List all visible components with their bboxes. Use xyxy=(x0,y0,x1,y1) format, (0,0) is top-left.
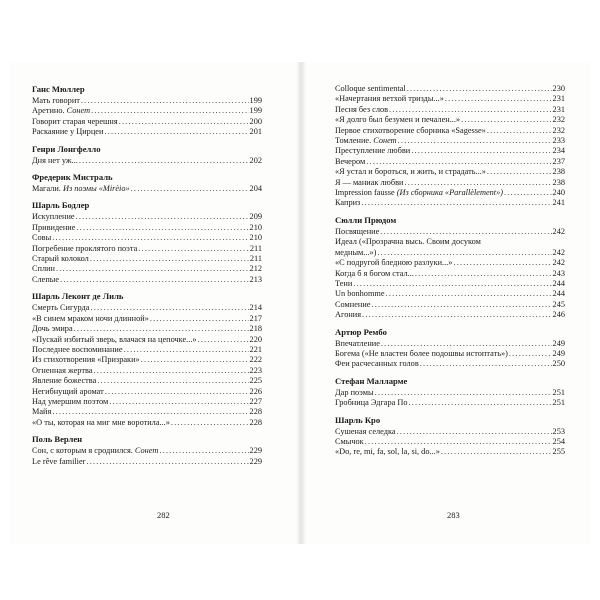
entry-page-number: 244 xyxy=(552,278,565,288)
leader-dots xyxy=(56,264,249,274)
toc-entry xyxy=(32,212,262,222)
book-gutter xyxy=(296,62,306,544)
entry-page-number: 242 xyxy=(552,247,565,257)
leader-dots xyxy=(381,339,552,349)
toc-entry xyxy=(32,156,262,166)
entry-page-number: 250 xyxy=(552,359,565,369)
entry-page-number: 243 xyxy=(552,268,565,278)
entry-title-text: Огненная жертва xyxy=(32,365,93,375)
entry-title xyxy=(32,254,89,264)
entry-page-number: 210 xyxy=(249,222,262,232)
author-heading: Сюлли Прюдом xyxy=(335,214,397,225)
entry-title xyxy=(32,223,75,233)
entry-title xyxy=(335,84,406,94)
leader-dots xyxy=(397,427,552,437)
author-heading: Стефан Малларме xyxy=(335,375,408,386)
entry-page-number: 227 xyxy=(249,396,262,406)
entry-title xyxy=(32,335,197,345)
toc-entry xyxy=(335,105,565,115)
leader-dots xyxy=(60,275,248,285)
author-heading: Генри Лонгфелло xyxy=(32,143,101,154)
entry-page-number: 202 xyxy=(249,155,262,165)
entry-page-number: 255 xyxy=(552,447,565,457)
entry-page-number: 218 xyxy=(249,324,262,334)
leader-dots xyxy=(375,388,552,398)
entry-page-number: 211 xyxy=(249,243,262,253)
entry-title: Идеал («Прозрачна высь. Своим досуком xyxy=(335,237,481,247)
entry-title xyxy=(335,157,365,167)
leader-dots xyxy=(380,227,551,237)
leader-dots xyxy=(52,407,248,417)
entry-title xyxy=(32,264,55,274)
entry-title-text: «Я долго был безумен и печален...» xyxy=(335,115,461,125)
leader-dots xyxy=(362,310,552,320)
entry-title xyxy=(335,146,410,156)
entry-title-text: Сон, с которым я сроднился. xyxy=(32,446,135,456)
author-heading: Артюр Рембо xyxy=(335,326,387,337)
leader-dots xyxy=(415,269,552,279)
entry-title-text: Над умершим поэтом xyxy=(32,396,109,406)
entry-title-text: Дар поэмы xyxy=(335,387,374,397)
entry-page-number: 199 xyxy=(249,96,262,105)
leader-dots xyxy=(79,156,249,166)
toc-entry xyxy=(32,127,262,137)
entry-title xyxy=(335,188,503,198)
entry-page-number: 221 xyxy=(249,344,262,354)
toc-entry xyxy=(335,237,565,247)
leader-dots xyxy=(445,94,552,104)
entry-title-text: Погребение проклятого поэта xyxy=(32,243,138,253)
entry-title xyxy=(335,126,486,136)
toc-entry xyxy=(32,324,262,334)
leader-dots xyxy=(90,303,248,313)
entry-page-number: 213 xyxy=(249,274,262,284)
entry-title xyxy=(335,398,408,408)
toc-entry xyxy=(32,184,262,194)
toc-entry xyxy=(335,359,565,369)
entry-page-number: 246 xyxy=(552,310,565,320)
entry-title-text: «Do, re, mi, fa, sol, la, si, do...» xyxy=(335,447,440,457)
entry-title-text: Дочь эмира xyxy=(32,324,73,334)
entry-page-number: 251 xyxy=(552,387,565,397)
entry-title-text: Вечером xyxy=(335,156,366,166)
entry-title-text: Каприз xyxy=(335,198,361,208)
entry-page-number: 253 xyxy=(552,426,565,436)
entry-title-italic: (Из сборника «Parallèlement») xyxy=(396,188,503,198)
toc-entry xyxy=(32,355,262,365)
right-page-number: 283 xyxy=(447,510,460,520)
left-page-contents xyxy=(32,84,262,467)
leader-dots xyxy=(124,345,249,355)
toc-entry xyxy=(335,126,565,136)
entry-page-number: 242 xyxy=(552,226,565,236)
leader-dots xyxy=(407,84,552,94)
entry-title xyxy=(32,355,140,365)
toc-entry xyxy=(335,188,565,198)
toc-entry xyxy=(32,345,262,355)
entry-title-text: «С подругой бледною разлуки...» xyxy=(335,258,453,268)
toc-entry xyxy=(335,339,565,349)
toc-entry xyxy=(32,117,262,127)
entry-title xyxy=(335,279,352,289)
entry-title-text: Гробница Эдгара По xyxy=(335,398,408,408)
left-page-number: 282 xyxy=(157,510,170,520)
entry-title-text: Преступление любви xyxy=(335,146,411,156)
author-heading: Поль Верлен xyxy=(32,434,83,445)
entry-title xyxy=(335,227,379,237)
leader-dots xyxy=(398,136,552,146)
entry-page-number: 228 xyxy=(249,417,262,427)
entry-page-number: 223 xyxy=(249,365,262,375)
entry-title xyxy=(32,303,89,313)
toc-entry xyxy=(32,335,262,345)
entry-title xyxy=(32,446,158,456)
entry-title-text: Мать говорит xyxy=(32,96,80,105)
entry-title-text: Привидение xyxy=(32,222,76,232)
leader-dots xyxy=(420,359,552,369)
toc-entry xyxy=(335,269,565,279)
leader-dots xyxy=(453,258,551,268)
leader-dots xyxy=(504,188,552,198)
toc-entry xyxy=(32,254,262,264)
entry-title-text: Явление божества xyxy=(32,376,97,386)
entry-title-text: Слепые xyxy=(32,274,60,284)
leader-dots xyxy=(361,198,551,208)
toc-entry xyxy=(32,446,262,456)
entry-title-text: Впечатление xyxy=(335,338,380,348)
entry-title xyxy=(32,314,149,324)
entry-title xyxy=(335,359,419,369)
entry-page-number: 232 xyxy=(552,115,565,125)
entry-title-text: Последнее воспоминание xyxy=(32,344,123,354)
leader-dots xyxy=(366,157,551,167)
toc-entry xyxy=(32,303,262,313)
toc-entry xyxy=(335,115,565,125)
entry-title xyxy=(335,115,460,125)
entry-title-text: Сомнение xyxy=(335,299,371,309)
leader-dots xyxy=(105,387,249,397)
entry-title xyxy=(32,96,80,106)
entry-page-number: 254 xyxy=(552,436,565,446)
entry-title-text: «Пускай избитый зверь, влачася на цепочке...» xyxy=(32,334,197,344)
entry-title xyxy=(32,387,104,397)
leader-dots xyxy=(461,115,551,125)
toc-entry xyxy=(32,407,262,417)
leader-dots xyxy=(411,146,551,156)
toc-entry xyxy=(32,223,262,233)
entry-page-number: 199 xyxy=(249,106,262,116)
author-heading: Шарль Бодлер xyxy=(32,200,90,211)
entry-title-text: «Я устал и бороться, и жить, и страдать...» xyxy=(335,167,486,177)
toc-entry-continued xyxy=(335,248,565,258)
leader-dots xyxy=(131,184,249,194)
leader-dots xyxy=(138,244,249,254)
entry-title xyxy=(335,136,397,146)
entry-title xyxy=(335,167,486,177)
entry-title-text: Когда б я богом стал... xyxy=(335,268,414,278)
entry-title-text: Le rêve familier xyxy=(32,456,86,466)
toc-entry xyxy=(335,198,565,208)
leader-dots xyxy=(93,366,248,376)
author-heading: Шарль Кро xyxy=(335,414,381,425)
entry-title-text: Un bonhomme xyxy=(335,289,385,299)
entry-title-text: Colloque sentimental xyxy=(335,84,406,93)
entry-title-text: «Начертания ветхой тризды...» xyxy=(335,94,444,104)
entry-title-italic: Сонет xyxy=(66,106,91,116)
leader-dots xyxy=(76,212,249,222)
entry-title-text: Раскаяние у Цирцеи xyxy=(32,127,104,137)
entry-title-continued: медным...») xyxy=(335,247,377,257)
entry-title xyxy=(32,275,59,285)
leader-dots xyxy=(487,126,552,136)
entry-title-text: Из стихотворения «Призраки» xyxy=(32,355,140,365)
right-page-contents xyxy=(335,84,565,458)
leader-dots xyxy=(487,167,552,177)
entry-title-text: Аретино. xyxy=(32,106,67,116)
entry-title-text: Совы xyxy=(32,233,52,243)
entry-title xyxy=(32,106,90,116)
toc-entry xyxy=(32,264,262,274)
toc-entry xyxy=(32,233,262,243)
entry-page-number: 244 xyxy=(552,289,565,299)
entry-page-number: 238 xyxy=(552,167,565,177)
toc-entry xyxy=(335,447,565,457)
entry-page-number: 249 xyxy=(552,338,565,348)
entry-page-number: 211 xyxy=(249,254,262,264)
leader-dots xyxy=(377,248,551,258)
entry-title-text: Я — маниак любви xyxy=(335,177,404,187)
leader-dots xyxy=(91,106,248,116)
toc-entry xyxy=(335,167,565,177)
entry-title-text: Смычок xyxy=(335,436,364,446)
leader-dots xyxy=(409,398,552,408)
toc-entry xyxy=(335,388,565,398)
entry-title-text: «О ты, которая на миг мне воротила...» xyxy=(32,417,170,427)
entry-page-number: 210 xyxy=(249,233,262,243)
entry-title-italic: Сонет xyxy=(134,446,159,456)
entry-title-text: Посвящение xyxy=(335,226,380,236)
toc-entry xyxy=(335,279,565,289)
entry-title xyxy=(32,418,170,428)
toc-entry xyxy=(335,427,565,437)
leader-dots xyxy=(104,127,248,137)
toc-entry xyxy=(32,387,262,397)
toc-entry xyxy=(335,398,565,408)
entry-title xyxy=(335,339,380,349)
entry-title xyxy=(32,117,118,127)
entry-page-number: 234 xyxy=(552,146,565,156)
entry-title xyxy=(32,366,92,376)
entry-page-number: 222 xyxy=(249,355,262,365)
entry-page-number: 209 xyxy=(249,212,262,222)
toc-entry xyxy=(32,106,262,116)
toc-entry xyxy=(335,136,565,146)
entry-page-number: 233 xyxy=(552,136,565,146)
entry-title xyxy=(32,397,108,407)
entry-page-number: 240 xyxy=(552,188,565,198)
leader-dots xyxy=(119,117,249,127)
entry-title xyxy=(32,457,85,467)
entry-title-text: Богема («Не властен более подошвы истоптать») xyxy=(335,348,508,358)
toc-entry xyxy=(32,418,262,428)
entry-title xyxy=(32,156,78,166)
leader-dots xyxy=(74,324,249,334)
entry-title-text: Impression fausse xyxy=(335,188,397,198)
entry-title-text: Сушеная селедка xyxy=(335,426,396,436)
leader-dots xyxy=(159,446,248,456)
entry-title xyxy=(32,233,51,243)
entry-title xyxy=(32,376,96,386)
toc-entry xyxy=(32,96,262,106)
entry-title-italic: Из поэмы «Mirèio» xyxy=(62,184,130,194)
entry-title xyxy=(335,269,414,279)
entry-title xyxy=(335,300,370,310)
entry-title-text: Дня нет уж... xyxy=(32,155,78,165)
entry-page-number: 200 xyxy=(249,116,262,126)
entry-title xyxy=(335,258,452,268)
entry-title-text: Искупление xyxy=(32,212,75,222)
entry-title xyxy=(32,345,123,355)
toc-entry xyxy=(335,310,565,320)
toc-entry xyxy=(32,457,262,467)
leader-dots xyxy=(509,349,552,359)
toc-entry xyxy=(335,178,565,188)
author-heading: Фредерик Мистраль xyxy=(32,172,113,183)
author-heading: Ганс Мюллер xyxy=(32,84,85,94)
entry-title xyxy=(335,388,374,398)
leader-dots xyxy=(389,105,552,115)
leader-dots xyxy=(386,289,552,299)
entry-title-text: Майя xyxy=(32,407,52,417)
entry-page-number: 232 xyxy=(552,125,565,135)
leader-dots xyxy=(109,397,248,407)
entry-title xyxy=(32,127,103,137)
toc-entry xyxy=(335,437,565,447)
entry-title-text: «В синем мраком ночи длинной» xyxy=(32,313,149,323)
entry-page-number: 229 xyxy=(249,456,262,466)
leader-dots xyxy=(97,376,248,386)
entry-title xyxy=(335,289,385,299)
entry-title-text: Магали. xyxy=(32,184,63,194)
entry-title xyxy=(335,105,388,115)
leader-dots xyxy=(353,279,551,289)
entry-title xyxy=(32,212,75,222)
leader-dots xyxy=(81,96,249,106)
toc-entry xyxy=(32,366,262,376)
entry-page-number: 214 xyxy=(249,303,262,313)
entry-title xyxy=(335,310,361,320)
entry-title xyxy=(335,94,444,104)
leader-dots xyxy=(141,355,249,365)
entry-page-number: 212 xyxy=(249,264,262,274)
entry-title-text: Томление. xyxy=(335,136,374,146)
toc-entry xyxy=(335,258,565,268)
entry-page-number: 220 xyxy=(249,334,262,344)
entry-title-text: Старый колокол xyxy=(32,254,89,264)
toc-entry xyxy=(32,275,262,285)
entry-page-number: 228 xyxy=(249,407,262,417)
book-spread xyxy=(10,62,590,544)
leader-dots xyxy=(365,437,552,447)
entry-page-number: 241 xyxy=(552,198,565,208)
entry-title xyxy=(32,407,51,417)
entry-page-number: 231 xyxy=(552,104,565,114)
entry-title-text: Агония xyxy=(335,310,362,320)
leader-dots xyxy=(52,233,248,243)
entry-page-number: 217 xyxy=(249,313,262,323)
entry-title xyxy=(32,184,130,194)
toc-entry xyxy=(32,397,262,407)
entry-title xyxy=(335,349,508,359)
leader-dots xyxy=(76,223,248,233)
toc-entry xyxy=(335,157,565,167)
entry-page-number: 230 xyxy=(552,84,565,93)
entry-title xyxy=(32,324,73,334)
leader-dots xyxy=(171,418,249,428)
toc-entry xyxy=(335,227,565,237)
toc-entry xyxy=(335,300,565,310)
toc-entry xyxy=(32,244,262,254)
toc-entry xyxy=(335,349,565,359)
entry-title-text: Феи расчесанных голов xyxy=(335,359,419,369)
entry-title-text: Тени xyxy=(335,278,353,288)
author-heading: Шарль Леконт де Лиль xyxy=(32,291,124,302)
entry-page-number: 245 xyxy=(552,299,565,309)
entry-page-number: 231 xyxy=(552,94,565,104)
toc-entry xyxy=(335,289,565,299)
leader-dots xyxy=(86,457,248,467)
entry-title-text: Смерть Сигурда xyxy=(32,303,90,313)
toc-entry xyxy=(335,84,565,94)
entry-title-text: Негибнущий аромат xyxy=(32,386,104,396)
leader-dots xyxy=(198,335,249,345)
toc-entry xyxy=(335,94,565,104)
entry-title xyxy=(32,244,137,254)
entry-title xyxy=(335,437,364,447)
toc-entry xyxy=(335,146,565,156)
leader-dots xyxy=(404,178,551,188)
entry-page-number: 225 xyxy=(249,376,262,386)
entry-title xyxy=(335,198,360,208)
entry-page-number: 204 xyxy=(249,184,262,194)
toc-entry xyxy=(32,314,262,324)
entry-title xyxy=(335,427,396,437)
entry-page-number: 238 xyxy=(552,177,565,187)
leader-dots xyxy=(90,254,249,264)
entry-page-number: 251 xyxy=(552,398,565,408)
entry-page-number: 226 xyxy=(249,386,262,396)
entry-title xyxy=(335,447,440,457)
toc-entry xyxy=(32,376,262,386)
entry-title-text: Первое стихотворение сборника «Sagesse» xyxy=(335,125,486,135)
entry-page-number: 242 xyxy=(552,258,565,268)
entry-title-italic: Сонет xyxy=(373,136,397,146)
entry-title-text: Песня без слов xyxy=(335,104,389,114)
entry-page-number: 249 xyxy=(552,348,565,358)
entry-title-text: Сплин xyxy=(32,264,55,274)
entry-title xyxy=(335,178,403,188)
entry-page-number: 201 xyxy=(249,127,262,137)
leader-dots xyxy=(441,447,552,457)
leader-dots xyxy=(371,300,551,310)
entry-title-text: Говорит старая черешня xyxy=(32,116,118,126)
entry-page-number: 237 xyxy=(552,156,565,166)
leader-dots xyxy=(150,314,249,324)
entry-page-number: 229 xyxy=(249,446,262,456)
